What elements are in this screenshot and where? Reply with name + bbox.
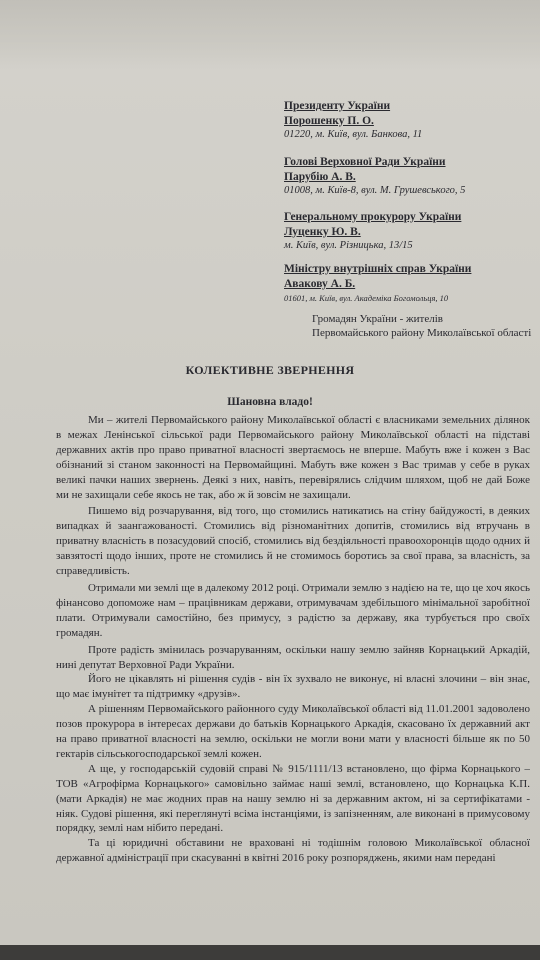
body-paragraph: Отримали ми землі ще в далекому 2012 році. Отримали землю з надією на те, що це хоч якось фінансово допоможе нам – працівникам держави, отримувачам здебільшого мінімальної заробітної плати. Отримували самостійно, без примусу, з радістю за державу, яка турбується про своїх громадян. — [56, 581, 530, 639]
addressee-title: Генеральному прокурору України — [284, 211, 462, 223]
sender-line: Громадян України - жителів — [312, 313, 443, 325]
body-paragraph: Та ці юридичні обставини не враховані ні тодішнім головою Миколаївської обласної державної адміністрації при скасуванні в квітні 2016 року розпоряджень, якими нам передані — [56, 837, 530, 865]
paper-fold-shadow — [0, 0, 540, 70]
addressee-name: Порошенку П. О. — [284, 114, 374, 127]
addressee-name: Авакову А. Б. — [284, 277, 356, 290]
greeting: Шановна владо! — [227, 396, 313, 408]
addressee-address: м. Київ, вул. Різницька, 13/15 — [284, 240, 413, 251]
addressee-prosecutor-general — [284, 210, 534, 254]
addressee-title: Міністру внутрішніх справ України — [284, 263, 472, 275]
body-paragraph: А ще, у господарській судовій справі № 915/1111/13 встановлено, що фірма Корнацького – ТОВ «Агрофірма Корнацького» самовільно займає наші землі, встановлено, що Корнацька К.П. (мати Аркадія) не має жодних прав на нашу землю ні за державним актом, ні за сертифікатами - ніяк. Судові рішення, які переглянуті всіма інстанціями, із запізненням, але виконані в примусовому порядку, землі нам нібито передані. — [56, 762, 530, 835]
addressee-address: 01008, м. Київ-8, вул. М. Грушевського, 5 — [284, 185, 466, 196]
addressee-title: Президенту України — [284, 100, 391, 112]
addressee-address: 01220, м. Київ, вул. Банкова, 11 — [284, 129, 423, 140]
body-paragraph: Пишемо від розчарування, від того, що стомились натикатись на стіну байдужості, в деяких випадках й заангажованості. Стомились від різноманітних допитів, стомились від втручань в приватну власність в позасудовий спосіб, стомились від бездіяльності правоохоронців щодо одних й завзятості щодо інших, проте не стомились й не стомимось боротись за свої права, за власність, за справедливість. — [56, 505, 530, 578]
addressee-address: 01601, м. Київ, вул. Академіка Богомольця, 10 — [284, 293, 449, 303]
addressee-title: Голові Верховної Ради України — [284, 156, 446, 168]
addressee-name: Парубію А. В. — [284, 170, 356, 183]
sender-line: Первомайського району Миколаївської області — [312, 327, 532, 339]
document-title: КОЛЕКТИВНЕ ЗВЕРНЕННЯ — [185, 363, 355, 377]
addressee-parliament-head — [284, 155, 534, 199]
body-paragraph: А рішенням Первомайського районного суду Миколаївської області від 11.01.2001 задоволено позов прокурора в інтересах держави до батьків Корнацького Аркадія, скасовано їх державний акт на право приватної власності на землю, оскільки не могли вони мати у власності більше як по 50 гектарів сільськогосподарської землі кожен. — [56, 703, 530, 760]
addressee-name: Луценку Ю. В. — [284, 225, 361, 238]
letter-body — [56, 413, 530, 933]
body-paragraph: Ми – жителі Первомайського району Миколаївської області є власниками земельних ділянок в межах Ленінської сільської ради Первомайського району Миколаївської області на підставі державних актів про право приватної власності звертаємось не вперше. Мабуть вже і кожен з Вас обізнаний зі станом законності на Первомайщині. Мабуть вже кожен з Вас тримав у себе в руках великі пачки наших звернень. Деякі з них, навіть, перевірялись слідчим шляхом, щоб не дай Боже ми не захищали себе якось не так, або ж й зовсім не захищали. — [56, 414, 530, 501]
addressee-president — [284, 99, 534, 143]
addressee-interior-minister — [284, 262, 534, 306]
body-paragraph: Його не цікавлять ні рішення судів - він їх зухвало не виконує, ні власні злочини – він знає, що має імунітет та підтримку «друзів». — [56, 673, 530, 701]
body-paragraph: Проте радість змінилась розчаруванням, оскільки нашу землю зайняв Корнацький Аркадій, нині депутат Верховної Ради України. — [56, 643, 530, 671]
sender-block — [312, 312, 537, 340]
